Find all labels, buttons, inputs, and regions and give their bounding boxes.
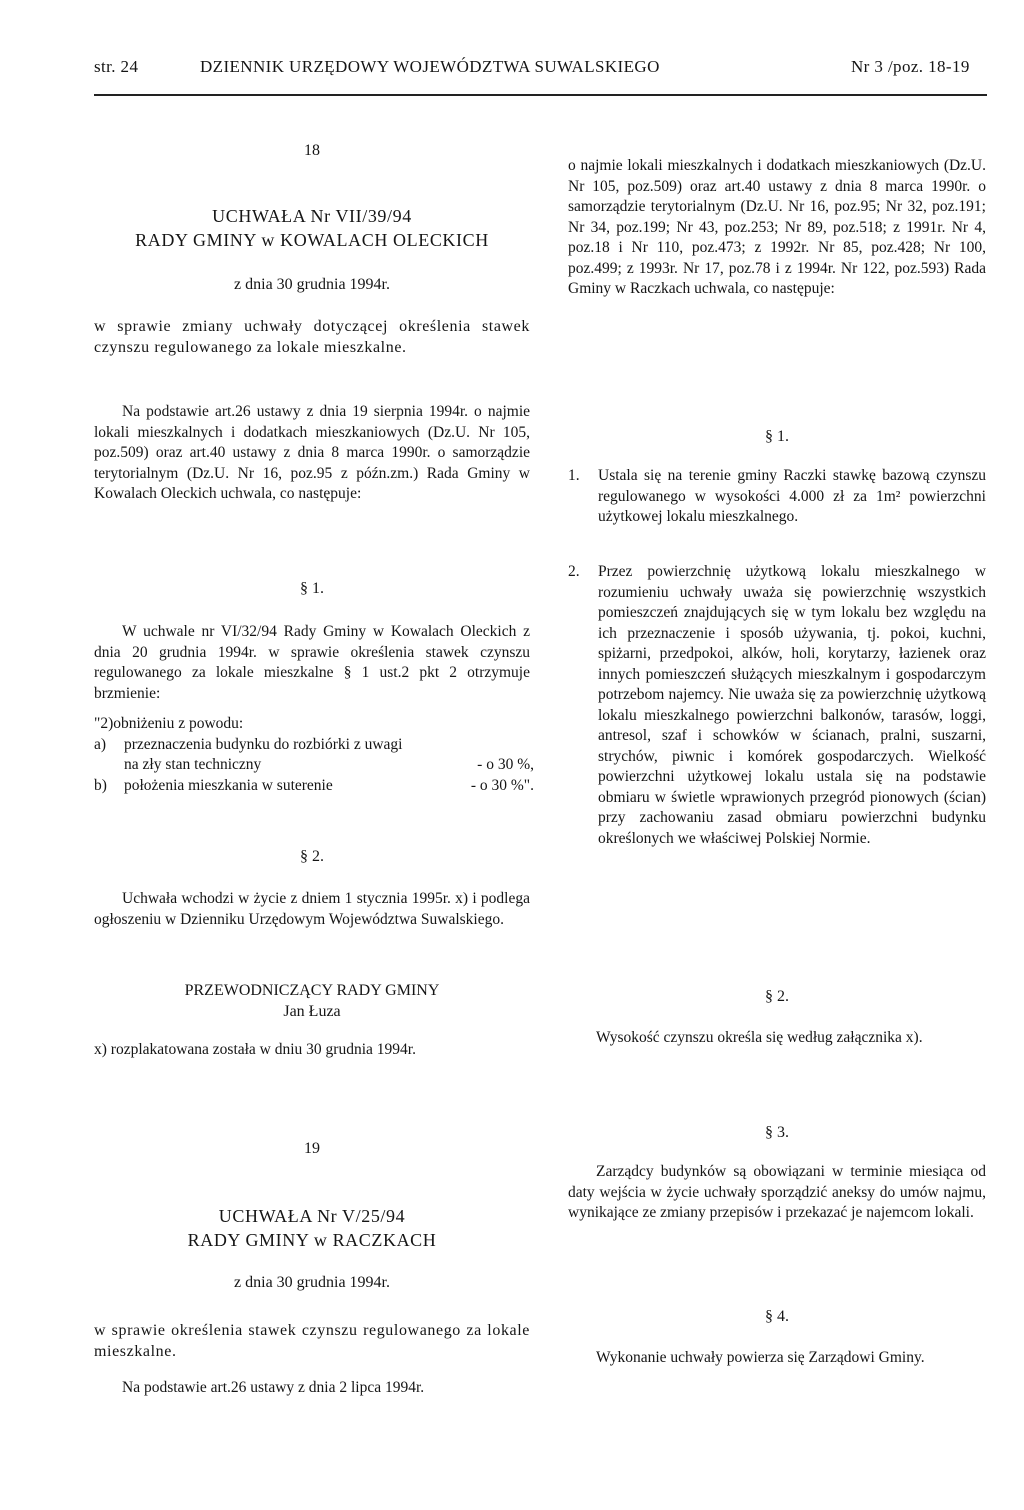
doc19-date: z dnia 30 grudnia 1994r.	[234, 1274, 390, 1291]
amendment-item-b	[94, 776, 534, 797]
doc18-section2-text: Uchwała wchodzi w życie z dniem 1 stycznia 1995r. x) i podlega ogłoszeniu w Dzienniku Urzędowym Województwa Suwalskiego.	[94, 890, 530, 928]
paragraph1-text: Ustala się na terenie gminy Raczki stawkę bazową czynszu regulowanego w wysokości 4.000 zł za 1m² powierzchni użytkowej lokalu mieszkalnego.	[598, 467, 986, 525]
doc19-section3-heading: § 3.	[765, 1124, 789, 1141]
paragraph1-number: 1.	[568, 467, 580, 484]
item-a-value: - o 30 %,	[477, 756, 534, 773]
running-header	[0, 57, 1024, 81]
doc18-title-line1: UCHWAŁA Nr VII/39/94	[212, 206, 412, 226]
doc18-section1-text: W uchwale nr VI/32/94 Rady Gminy w Kowalach Oleckich z dnia 20 grudnia 1994r. w sprawie określenia stawek czynszu regulowanego za lokale mieszkalne § 1 ust.2 pkt 2 otrzymuje brzmienie:	[94, 623, 530, 702]
page-number: str. 24	[94, 57, 139, 76]
doc19-section4-heading: § 4.	[765, 1308, 789, 1325]
doc19-preamble-cont: o najmie lokali mieszkalnych i dodatkach mieszkaniowych (Dz.U. Nr 105, poz.509) oraz art.40 ustawy z dnia 8 marca 1990r. o samorządzie terytorialnym (Dz.U. Nr 16, poz.95; Nr 32, poz.191; Nr 34, poz.199; Nr 43, poz.253; Nr 89, poz.518; z 1991r. Nr 4, poz.18 i Nr 110, poz.473; z 1992r. Nr 85, poz.428; Nr 100, poz.499; z 1993r. Nr 17, poz.78 i z 1994r. Nr 122, poz.593) Rada Gminy w Raczkach uchwala, co następuje:	[568, 157, 986, 297]
doc19-number: 19	[304, 1140, 320, 1157]
doc18-title	[94, 204, 530, 252]
journal-title: DZIENNIK URZĘDOWY WOJEWÓDZTWA SUWALSKIEGO	[200, 57, 660, 76]
paragraph2-text: Przez powierzchnię użytkową lokalu mieszkalnego w rozumieniu uchwały uważa się powierzchnię wszystkich pomieszczeń znajdujących się w tym lokalu bez względu na ich przeznaczenie i sposób używania, tj. pokoi, kuchni, spiżarni, przedpokoi, alków, holi, korytarzy, łazienek oraz innych pomieszczeń służących mieszkalnym i gospodarczym potrzebom najemcy. Nie uważa się za powierzchnię użytkową lokalu mieszkalnego powierzchni balkonów, tarasów, loggi, antresol, szaf i schowków w ścianach, pralni, suszarni, strychów, piwnic i komórek gospodarczych. Wielkość powierzchni użytkowej lokalu ustala się na podstawie obmiaru w świetle wprawionych przegród pionowych (ścian) przy zachowaniu zasad obmiaru powierzchni budynku określonych we właściwej Polskiej Normie.	[598, 563, 986, 847]
doc19-paragraph2	[568, 562, 986, 849]
doc18-section1-heading: § 1.	[300, 580, 324, 597]
doc18-amendment	[94, 714, 534, 796]
item-b-value: - o 30 %".	[470, 776, 534, 794]
doc19-title-line1: UCHWAŁA Nr V/25/94	[218, 1206, 406, 1226]
doc18-footnote: x) rozplakatowana została w dniu 30 grudnia 1994r.	[94, 1041, 416, 1058]
item-a-line2: na zły stan techniczny	[124, 756, 262, 773]
doc18-signature	[94, 980, 530, 1022]
amendment-item-a	[94, 735, 534, 776]
doc18-subject: w sprawie zmiany uchwały dotyczącej określenia stawek czynszu regulowanego za lokale mieszkalne.	[94, 318, 530, 356]
doc19-subject: w sprawie określenia stawek czynszu regulowanego za lokale mieszkalne.	[94, 1322, 530, 1360]
doc19-section4-text: Wykonanie uchwały powierza się Zarządowi Gminy.	[596, 1349, 925, 1366]
doc19-section2-text: Wysokość czynszu określa się według załącznika x).	[596, 1029, 923, 1046]
header-rule	[94, 94, 987, 96]
item-b-label: b)	[94, 776, 107, 794]
doc19-section3-text: Zarządcy budynków są obowiązani w terminie miesiąca od daty wejścia w życie uchwały sporządzić aneksy do umów najmu, wynikające ze zmiany przepisów i przekazać je najemcom lokali.	[568, 1163, 986, 1221]
doc19-section1-heading: § 1.	[765, 428, 789, 445]
chair-name: Jan Łuza	[283, 1003, 341, 1020]
paragraph2-number: 2.	[568, 563, 580, 580]
doc19-preamble-start: Na podstawie art.26 ustawy z dnia 2 lipca 1994r.	[122, 1379, 425, 1396]
quote-intro: "2)obniżeniu z powodu:	[94, 715, 244, 732]
issue-number: Nr 3 /poz. 18-19	[851, 57, 970, 76]
doc19-title-line2: RADY GMINY w RACZKACH	[187, 1230, 437, 1250]
item-b-text: położenia mieszkania w suterenie	[124, 776, 333, 794]
doc18-section2-heading: § 2.	[300, 848, 324, 865]
item-a-line1: przeznaczenia budynku do rozbiórki z uwagi	[124, 735, 403, 753]
doc19-title	[94, 1204, 530, 1252]
doc18-title-line2: RADY GMINY w KOWALACH OLECKICH	[135, 230, 489, 250]
doc18-number: 18	[304, 142, 320, 159]
chair-title: PRZEWODNICZĄCY RADY GMINY	[184, 982, 440, 999]
item-a-label: a)	[94, 735, 107, 753]
doc19-section2-heading: § 2.	[765, 988, 789, 1005]
doc18-date: z dnia 30 grudnia 1994r.	[234, 276, 390, 293]
doc19-paragraph1	[568, 466, 986, 528]
doc18-preamble: Na podstawie art.26 ustawy z dnia 19 sierpnia 1994r. o najmie lokali mieszkalnych i dodatkach mieszkaniowych (Dz.U. Nr 105, poz.509) oraz art.40 ustawy z dnia 8 marca 1990r. o samorządzie terytorialnym (Dz.U. Nr 16, poz.95 z późn.zm.) Rada Gminy w Kowalach Oleckich uchwala, co następuje:	[94, 403, 530, 502]
